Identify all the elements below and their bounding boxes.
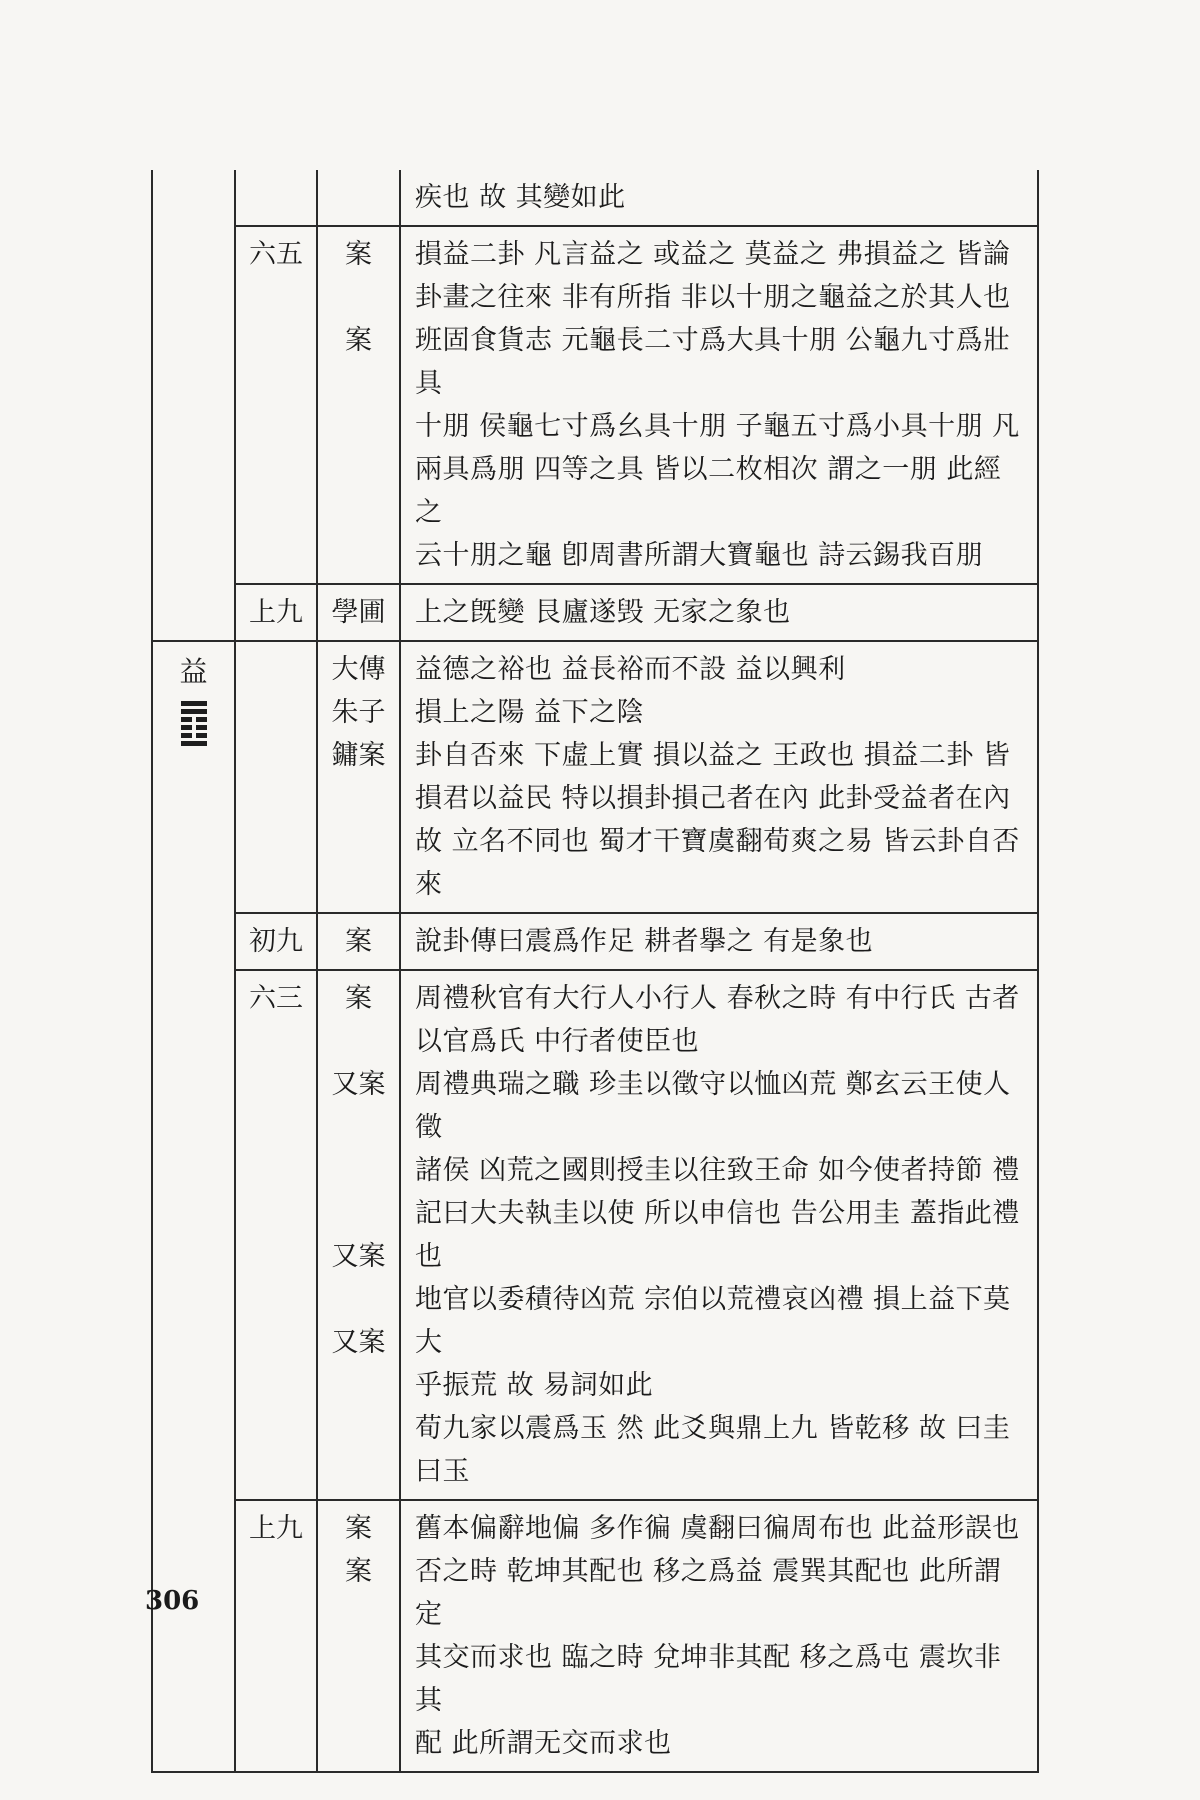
text-line: 記曰大夫執圭以使 所以申信也 告公用圭 蓋指此禮: [415, 1198, 1020, 1229]
line-label: 上九: [249, 1513, 303, 1544]
text-line: 云十朋之龜 卽周書所謂大寶龜也 詩云錫我百朋: [415, 540, 984, 571]
text-cell: [400, 170, 1038, 226]
text-line: 十朋 侯龜七寸爲幺具十朋 子龜五寸爲小具十朋 凡: [415, 411, 1020, 442]
text-line: 班固食貨志 元龜長二寸爲大具十朋 公龜九寸爲壯具: [415, 325, 1011, 399]
source-cell: [317, 1500, 400, 1772]
text-line: 諸侯 凶荒之國則授圭以往致王命 如今使者持節 禮: [415, 1155, 1020, 1186]
source-label: 學圃: [331, 597, 386, 628]
table-row: [152, 1500, 1038, 1772]
text-line: 卦自否來 下虛上實 損以益之 王政也 損益二卦 皆: [415, 740, 1011, 771]
text-line: 周禮典瑞之職 珍圭以徵守以恤凶荒 鄭玄云王使人徵: [415, 1069, 1011, 1143]
text-line: 故 立名不同也 蜀才干寶虞翻荀爽之易 皆云卦自否: [415, 826, 1020, 857]
source-label: [318, 176, 399, 219]
text-line: 舊本偏辭地偏 多作徧 虞翻曰徧周布也 此益形誤也: [415, 1513, 1020, 1544]
text-line: 也: [415, 1241, 443, 1272]
source-label: 又案: [331, 1241, 386, 1272]
text-line: 荀九家以震爲玉 然 此爻與鼎上九 皆乾移 故 曰圭: [415, 1413, 1011, 1444]
text-cell: [400, 641, 1038, 913]
table-row: [152, 970, 1038, 1500]
text-line: 上之旣變 艮廬遂毁 无家之象也: [415, 597, 791, 628]
text-cell: [400, 913, 1038, 970]
line-label: 上九: [249, 597, 303, 628]
page-number: 306: [145, 1586, 200, 1616]
line-label: 六五: [249, 239, 303, 270]
source-label: 案: [345, 1513, 372, 1544]
text-line: 說卦傳曰震爲作足 耕者擧之 有是象也: [415, 926, 874, 957]
table-row: [152, 913, 1038, 970]
text-line: 損君以益民 特以損卦損己者在內 此卦受益者在內: [415, 783, 1011, 814]
line-label-cell: [235, 226, 317, 584]
text-line: 曰玉: [415, 1456, 470, 1487]
source-label: 鏞案: [331, 740, 386, 771]
line-label: [236, 176, 316, 219]
commentary-table: [151, 170, 1039, 1773]
source-label: 案: [345, 926, 372, 957]
text-cell: [400, 970, 1038, 1500]
text-line: 來: [415, 869, 443, 900]
text-cell: [400, 1500, 1038, 1772]
table-row: [152, 641, 1038, 913]
source-cell: [317, 584, 400, 641]
line-label: 六三: [249, 983, 303, 1014]
source-label: 朱子: [331, 697, 386, 728]
source-cell: [317, 913, 400, 970]
line-label: 初九: [249, 926, 303, 957]
source-label: 案: [345, 1556, 372, 1587]
line-label-cell: [235, 170, 317, 226]
table-row: [152, 170, 1038, 226]
text-line: 配 此所謂无交而求也: [415, 1728, 672, 1759]
text-line: 其交而求也 臨之時 兌坤非其配 移之爲屯 震坎非其: [415, 1642, 1002, 1716]
text-line: 否之時 乾坤其配也 移之爲益 震巽其配也 此所謂定: [415, 1556, 1002, 1630]
text-cell: [400, 584, 1038, 641]
yi-hexagram-icon: [181, 698, 207, 749]
source-label: 又案: [331, 1069, 386, 1100]
source-cell: [317, 226, 400, 584]
text-line: 周禮秋官有大行人小行人 春秋之時 有中行氏 古者: [415, 983, 1020, 1014]
source-label: 大傳: [331, 654, 386, 685]
text-line: 兩具爲朋 四等之具 皆以二枚相次 謂之一朋 此經之: [415, 454, 1002, 528]
line-label-cell: [235, 584, 317, 641]
text-line: 卦畫之往來 非有所指 非以十朋之龜益之於其人也: [415, 282, 1011, 313]
text-cell: [400, 226, 1038, 584]
line-label-cell: [235, 970, 317, 1500]
commentary-table-wrap: [151, 170, 1037, 1773]
source-cell: [317, 641, 400, 913]
text-line: 損益二卦 凡言益之 或益之 莫益之 弗損益之 皆論: [415, 239, 1011, 270]
text-line: 疾也 故 其變如此: [415, 182, 626, 213]
line-label-cell: [235, 641, 317, 913]
line-label: [236, 648, 316, 691]
source-label: 又案: [331, 1327, 386, 1358]
source-cell: [317, 170, 400, 226]
text-line: 益德之裕也 益長裕而不設 益以興利: [415, 654, 846, 685]
hexagram-name: 益: [179, 655, 208, 688]
text-line: 地官以委積待凶荒 宗伯以荒禮哀凶禮 損上益下莫大: [415, 1284, 1011, 1358]
source-label: 案: [345, 983, 372, 1014]
text-line: 損上之陽 益下之陰: [415, 697, 645, 728]
text-line: 以官爲氏 中行者使臣也: [415, 1026, 700, 1057]
line-label-cell: [235, 1500, 317, 1772]
text-line: 乎振荒 故 易詞如此: [415, 1370, 654, 1401]
hexagram-cell: [152, 170, 235, 641]
line-label-cell: [235, 913, 317, 970]
source-label: 案: [345, 239, 372, 270]
source-cell: [317, 970, 400, 1500]
source-label: 案: [345, 325, 372, 356]
table-row: [152, 584, 1038, 641]
table-row: [152, 226, 1038, 584]
